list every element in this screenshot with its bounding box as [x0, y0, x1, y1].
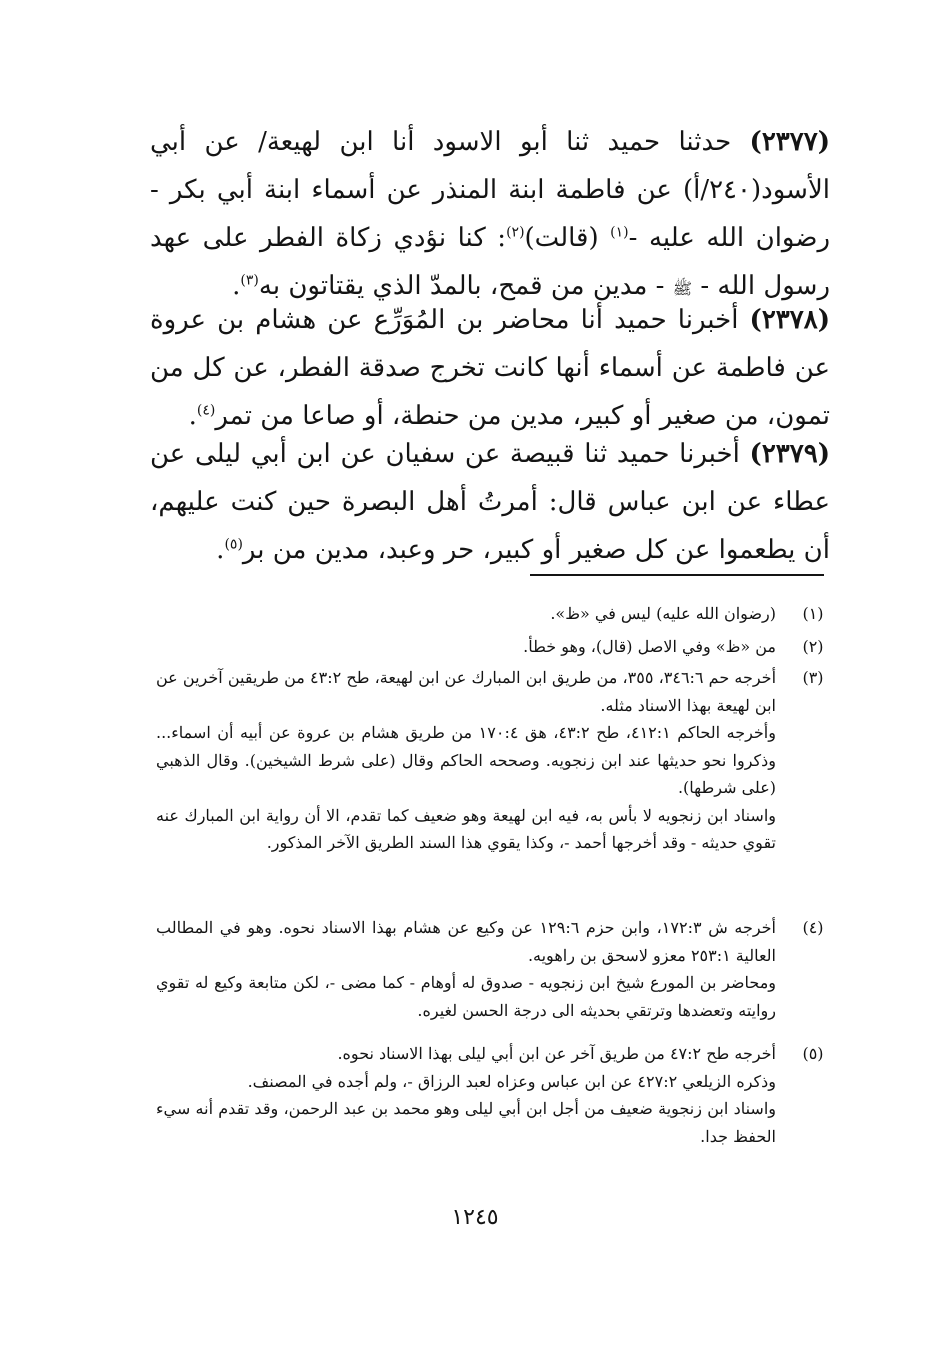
footnote-4	[156, 914, 828, 1024]
footnote-ref: (٤)	[196, 402, 216, 419]
footnote-text: أخرجه ش ١٧٢:٣، وابن حزم ١٢٩:٦ عن وكيع عن هشام بهذا الاسناد نحوه. وهو في المطالب العالية ٢٥٣:١ معزو لاسحق بن راهويه.	[156, 918, 776, 965]
footnote-5	[156, 1040, 828, 1150]
hadith-text: عطاء عن ابن عباس قال: أمرتُ أهل البصرة حين كنت عليهم، أن	[150, 487, 830, 565]
hadith-text: أخبرنا حميد ثنا قبيصة عن سفيان عن ابن أبي ليلى عن	[150, 439, 740, 469]
footnote-3	[156, 664, 828, 857]
footnote-text: أخرجه حم ٣٤٦:٦، ٣٥٥، من طريق ابن المبارك عن ابن لهيعة، طح ٤٣:٢ من طريقين آخرين عن ابن لهيعة بهذا الاسناد مثله.	[156, 668, 777, 715]
footnote-1	[156, 600, 828, 628]
footnote-number: (٣)	[802, 668, 824, 687]
footnote-text: من «ظ» وفي الاصل (قال)، وهو خطأ.	[523, 637, 776, 656]
footnote-ref: (١)	[610, 224, 629, 241]
hadith-number: (٢٣٧٩)	[749, 439, 830, 469]
footnote-text: (رضوان الله عليه) ليس في «ظ».	[550, 604, 776, 623]
hadith-text: (قالت)	[524, 223, 599, 253]
footnote-text: وذكره الزيلعي ٤٢٧:٢ عن ابن عباس وعزاه لعبد الرزاق -، ولم أجده في المصنف.	[247, 1071, 776, 1091]
footnote-ref: (٥)	[224, 536, 243, 553]
footnote-number: (٤)	[802, 918, 824, 937]
footnote-text: ومحاضر بن المورع شيخ ابن زنجويه - صدوق له أوهام - كما مضى -، لكن متابعة وكيع له تقوي روايته وتعضدها وترتقي بحديثه الى درجة الحسن لغيره.	[156, 973, 776, 1020]
page-number: ١٢٤٥	[451, 1205, 499, 1230]
footnote-text: واسناد ابن زنجوية ضعيف من أجل ابن أبي ليلى وهو محمد بن عبد الرحمن، وقد تقدم أنه سيء الحفظ جدا.	[156, 1099, 776, 1146]
hadith-number: (٢٣٧٧)	[749, 127, 830, 157]
hadith-text: .	[188, 401, 197, 431]
hadith-text: حدثنا حميد ثنا أبو الاسود أنا ابن لهيعة/ عن أبي الأسود(٢٤٠/أ)	[150, 127, 830, 205]
hadith-text: عليه -	[628, 223, 695, 253]
hadith-text: صغير أو كبير، مدين من حنطة، أو صاعا من تمر	[215, 401, 717, 431]
footnote-number: (١)	[802, 604, 824, 623]
footnote-ref: (٣)	[240, 272, 259, 289]
hadith-2379	[150, 430, 830, 574]
footnote-text: واسناد ابن زنجويه لا بأس به، فيه ابن لهيعة وهو ضعيف كما تقدم، الا أن رواية ابن المبارك عنه تقوي حديثه - وقد أخرجها أحمد -، وكذا يقوي هذا السند الطريق الآخر المذكور.	[156, 805, 776, 852]
hadith-number: (٢٣٧٨)	[749, 305, 831, 335]
footnote-text: أخرجه طح ٤٧:٢ من طريق آخر عن ابن أبي ليلى بهذا الاسناد نحوه.	[337, 1044, 776, 1063]
hadith-2377	[150, 118, 830, 313]
hadith-text: .	[216, 535, 225, 565]
footnote-number: (٥)	[802, 1044, 824, 1063]
footnote-number: (٢)	[802, 637, 824, 656]
hadith-text: : كنا نؤدي زكاة الفطر على عهد رسول الله -	[150, 223, 830, 301]
footnote-ref: (٢)	[506, 224, 525, 241]
hadith-text: أخبرنا حميد أنا محاضر بن المُوَرِّع عن هشام بن عروة عن	[150, 305, 830, 383]
hadith-text: عن فاطمة ابنة المنذر عن أسماء ابنة أبي بكر - رضوان الله	[150, 175, 830, 253]
hadith-text: فاطمة عن أسماء أنها كانت تخرج صدقة الفطر، عن كل من تمون، من	[150, 353, 830, 431]
footnote-2	[156, 633, 828, 661]
hadith-text: يطعموا عن كل صغير أو كبير، حر وعبد، مدين من بر	[242, 535, 796, 565]
salawat-glyph: ﷺ	[672, 279, 693, 298]
footnote-separator	[530, 574, 824, 576]
footnote-text: وأخرجه الحاكم ٤١٢:١، طح ٤٣:٢، هق ١٧٠:٤ من طريق هشام بن عروة عن أبيه أن اسماء... وذكروا نحو حديثها عند ابن زنجويه. وصححه الحاكم وقال (على شرط الشيخين). وقال الذهبي (على شرطها).	[156, 723, 776, 797]
hadith-text: - مدين من قمح، بالمدّ الذي يقتاتون به	[258, 271, 673, 301]
hadith-text: .	[232, 271, 241, 301]
hadith-2378	[150, 296, 830, 440]
